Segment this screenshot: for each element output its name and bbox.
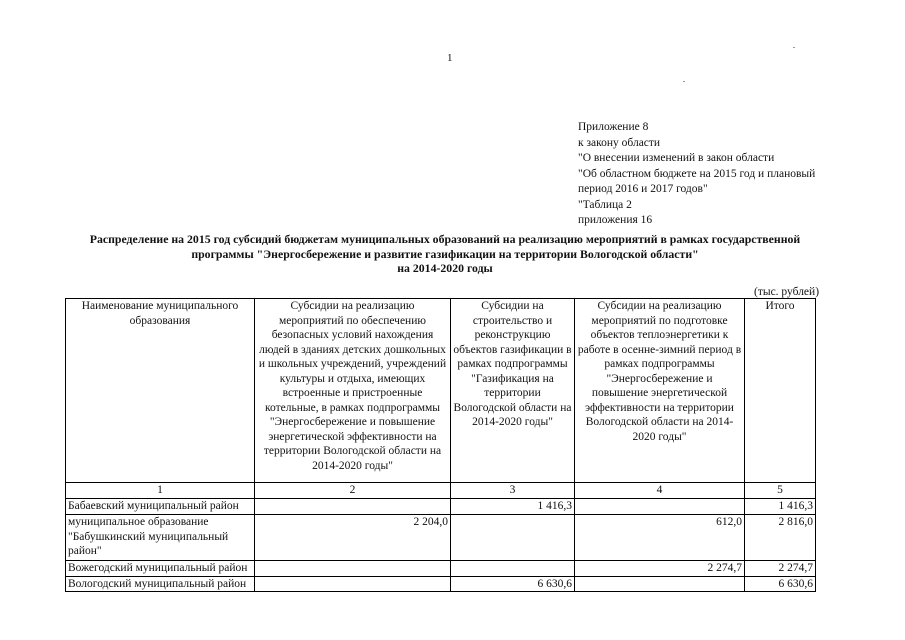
column-header: Субсидии на реализацию мероприятий по подготовке объектов теплоэнергетики к работе в осенне-зимний период в рамках подпрограммы "Энергосбережение и повышение энергетической эффективности на территории Вологодской области на 2014-2020 годы" (575, 299, 745, 483)
scan-speck (793, 47, 795, 48)
cell-value: 6 630,6 (451, 576, 575, 592)
units-label: (тыс. рублей) (754, 286, 820, 298)
page-number: 1 (447, 52, 453, 64)
appendix-line: к закону области (578, 136, 661, 149)
column-number: 4 (575, 483, 745, 499)
municipality-name: Вожегодский муниципальный район (66, 561, 255, 577)
municipality-name: муниципальное образование "Бабушкинский муниципальный район" (66, 515, 255, 561)
table-row (66, 515, 816, 561)
municipality-name: Бабаевский муниципальный район (66, 499, 255, 515)
cell-value: 2 204,0 (255, 515, 451, 561)
cell-value: 612,0 (575, 515, 745, 561)
appendix-line: "Таблица 2 (578, 198, 632, 211)
column-header: Наименование муниципального образования (66, 299, 255, 483)
document-title (60, 232, 830, 276)
title-line: на 2014-2020 годы (397, 261, 493, 275)
cell-value (451, 515, 575, 561)
cell-value (255, 576, 451, 592)
appendix-line: период 2016 и 2017 годов" (578, 183, 708, 195)
title-line: Распределение на 2015 год субсидий бюджетам муниципальных образований на реализацию мероприятий в рамках государственной (89, 232, 801, 246)
cell-value (451, 561, 575, 577)
table-row (66, 561, 816, 577)
cell-value (575, 576, 745, 592)
cell-value: 2 274,7 (745, 561, 816, 577)
appendix-line: "Об областном бюджете на 2015 год и плановый (578, 167, 816, 180)
municipality-name: Вологодский муниципальный район (66, 576, 255, 592)
cell-value: 2 274,7 (575, 561, 745, 577)
appendix-note (578, 120, 888, 229)
column-header: Субсидии на строительство и реконструкцию объектов газификации в рамках подпрограммы "Газификация на территории Вологодской области на 2014-2020 годы" (451, 299, 575, 483)
column-header: Итого (745, 299, 816, 483)
appendix-line: приложения 16 (578, 214, 653, 226)
column-number: 1 (66, 483, 255, 499)
scan-speck (683, 81, 685, 82)
column-header: Субсидии на реализацию мероприятий по обеспечению безопасных условий нахождения людей в зданиях детских дошкольных и школьных учреждений, учреждений культуры и отдыха, имеющих встроенные и пристроенные котельные, в рамках подпрограммы "Энергосбережение и повышение энергетической эффективности на территории Вологодской области на 2014-2020 годы" (255, 299, 451, 483)
cell-value: 6 630,6 (745, 576, 816, 592)
column-number: 5 (745, 483, 816, 499)
table-row (66, 576, 816, 592)
cell-value (575, 499, 745, 515)
column-number: 3 (451, 483, 575, 499)
appendix-line: Приложение 8 (578, 121, 649, 133)
cell-value (255, 499, 451, 515)
table-header-row (66, 299, 816, 483)
cell-value: 1 416,3 (745, 499, 816, 515)
appendix-line: "О внесении изменений в закон области (578, 152, 775, 164)
column-number: 2 (255, 483, 451, 499)
cell-value (255, 561, 451, 577)
cell-value: 1 416,3 (451, 499, 575, 515)
title-line: программы "Энергосбережение и развитие газификации на территории Вологодской области" (191, 246, 699, 261)
cell-value: 2 816,0 (745, 515, 816, 561)
table-row (66, 499, 816, 515)
subsidy-table (65, 298, 816, 592)
column-number-row (66, 483, 816, 499)
